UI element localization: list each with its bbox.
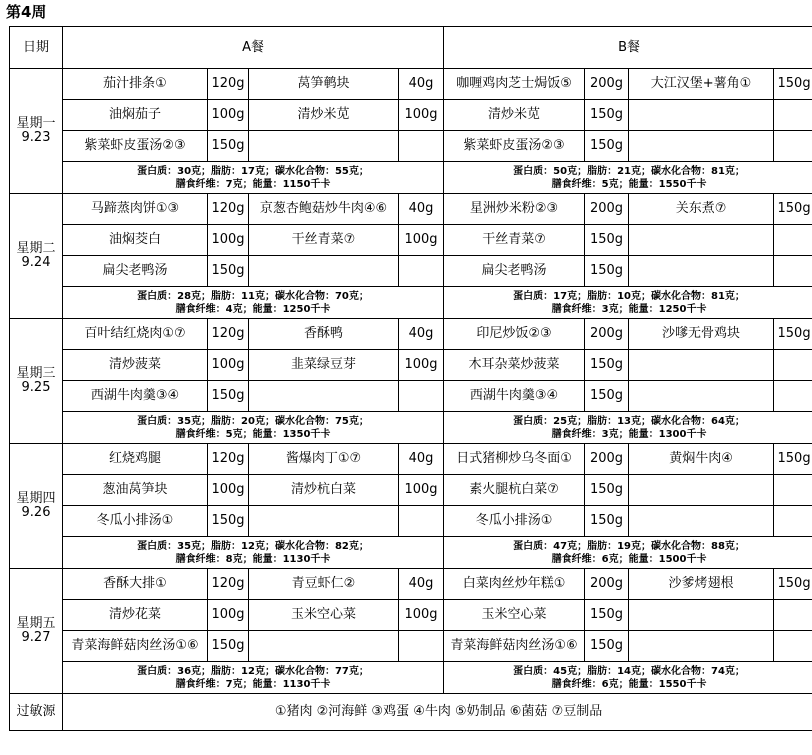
weight-cell [774,350,812,381]
b-nutrition-cell [444,412,812,444]
day-cell [10,319,63,444]
dish-cell: 扁尖老鸭汤 [63,256,208,287]
weight-cell: 100g [208,225,249,256]
dish-cell: 红烧鸡腿 [63,444,208,475]
dish-cell: 马蹄蒸肉饼①③ [63,194,208,225]
dish-cell [629,225,774,256]
weight-cell: 150g [208,256,249,287]
weight-cell: 200g [585,194,629,225]
menu-row [10,319,812,350]
allergen-label: 过敏源 [10,694,63,731]
dish-cell: 关东煮⑦ [629,194,774,225]
dish-cell: 茄汁排条① [63,69,208,100]
weight-cell: 40g [399,69,444,100]
weight-cell [774,100,812,131]
dish-cell: 西湖牛肉羹③④ [63,381,208,412]
weight-cell [399,381,444,412]
allergen-row [10,694,812,731]
menu-row [10,194,812,225]
nutrition-line: 蛋白质：28克；脂肪：11克；碳水化合物：70克； [137,290,369,302]
weight-cell: 150g [774,319,812,350]
menu-row [10,631,812,662]
weight-cell [774,600,812,631]
menu-row [10,381,812,412]
weight-cell: 40g [399,194,444,225]
dish-cell [629,381,774,412]
weight-cell: 100g [399,350,444,381]
nutrition-line: 蛋白质：17克；脂肪：10克；碳水化合物：81克； [513,290,745,302]
weight-cell: 150g [585,475,629,506]
nutrition-line: 蛋白质：25克；脂肪：13克；碳水化合物：64克； [513,415,745,427]
weight-cell: 150g [208,131,249,162]
dish-cell [629,600,774,631]
menu-row [10,475,812,506]
weight-cell: 150g [585,131,629,162]
weight-cell: 150g [208,381,249,412]
dish-cell [629,506,774,537]
day-date: 9.24 [21,255,51,270]
day-cell [10,69,63,194]
weight-cell [774,256,812,287]
weight-cell: 150g [585,100,629,131]
dish-cell: 香酥大排① [63,569,208,600]
menu-row [10,225,812,256]
dish-cell: 印尼炒饭②③ [444,319,585,350]
nutrition-row [10,287,812,319]
weight-cell [774,475,812,506]
b-meal-header: B餐 [444,27,812,69]
weight-cell: 150g [585,600,629,631]
weight-cell: 150g [585,350,629,381]
nutrition-line: 膳食纤维：6克；能量：1550千卡 [551,678,707,690]
date-header: 日期 [10,27,63,69]
nutrition-row [10,662,812,694]
weight-cell: 150g [774,569,812,600]
day-label: 星期三 [16,366,56,381]
weight-cell: 200g [585,569,629,600]
a-nutrition-cell [63,662,444,694]
menu-table [9,26,812,731]
dish-cell [249,131,399,162]
weight-cell: 100g [399,600,444,631]
b-nutrition-cell [444,287,812,319]
weight-cell [774,225,812,256]
weight-cell: 120g [208,69,249,100]
weight-cell: 200g [585,69,629,100]
day-label: 星期四 [16,491,56,506]
menu-row [10,100,812,131]
weight-cell: 150g [208,506,249,537]
weight-cell [399,506,444,537]
nutrition-line: 蛋白质：47克；脂肪：19克；碳水化合物：88克； [513,540,745,552]
a-nutrition-cell [63,287,444,319]
dish-cell: 素火腿杭白菜⑦ [444,475,585,506]
nutrition-line: 膳食纤维：3克；能量：1300千卡 [551,428,707,440]
weight-cell: 150g [585,381,629,412]
nutrition-line: 蛋白质：30克；脂肪：17克；碳水化合物：55克； [137,165,369,177]
dish-cell: 油焖茭白 [63,225,208,256]
weight-cell [774,506,812,537]
nutrition-line: 膳食纤维：5克；能量：1350千卡 [175,428,331,440]
dish-cell: 干丝青菜⑦ [249,225,399,256]
weight-cell: 40g [399,569,444,600]
weight-cell: 150g [585,631,629,662]
b-nutrition-cell [444,537,812,569]
weight-cell: 200g [585,319,629,350]
dish-cell [249,381,399,412]
day-date: 9.27 [21,630,51,645]
menu-row [10,600,812,631]
a-nutrition-cell [63,412,444,444]
allergen-legend: ①猪肉 ②河海鲜 ③鸡蛋 ④牛肉 ⑤奶制品 ⑥菌菇 ⑦豆制品 [63,694,812,731]
day-label: 星期一 [16,116,56,131]
weight-cell: 120g [208,319,249,350]
nutrition-line: 膳食纤维：7克；能量：1150千卡 [175,178,331,190]
a-nutrition-cell [63,162,444,194]
dish-cell: 京葱杏鲍菇炒牛肉④⑥ [249,194,399,225]
dish-cell: 黄焖牛肉④ [629,444,774,475]
weight-cell: 100g [208,600,249,631]
day-date: 9.23 [21,130,51,145]
b-nutrition-cell [444,662,812,694]
dish-cell: 沙爹烤翅根 [629,569,774,600]
dish-cell [249,256,399,287]
nutrition-line: 蛋白质：50克；脂肪：21克；碳水化合物：81克； [513,165,745,177]
menu-row [10,350,812,381]
weight-cell [399,256,444,287]
header-row [10,27,812,69]
dish-cell: 莴笋鹌块 [249,69,399,100]
weight-cell: 150g [585,225,629,256]
a-nutrition-cell [63,537,444,569]
weight-cell: 40g [399,444,444,475]
nutrition-row [10,412,812,444]
dish-cell [249,631,399,662]
nutrition-line: 膳食纤维：4克；能量：1250千卡 [175,303,331,315]
dish-cell: 玉米空心菜 [444,600,585,631]
dish-cell [629,131,774,162]
nutrition-line: 膳食纤维：7克；能量：1130千卡 [175,678,331,690]
dish-cell: 冬瓜小排汤① [63,506,208,537]
nutrition-line: 膳食纤维：6克；能量：1500千卡 [551,553,707,565]
day-label: 星期二 [16,241,56,256]
menu-row [10,569,812,600]
weight-cell: 200g [585,444,629,475]
menu-row [10,506,812,537]
dish-cell [629,350,774,381]
weight-cell: 120g [208,569,249,600]
weight-cell [399,631,444,662]
menu-row [10,444,812,475]
dish-cell: 扁尖老鸭汤 [444,256,585,287]
day-date: 9.25 [21,380,51,395]
dish-cell: 沙嗲无骨鸡块 [629,319,774,350]
dish-cell: 干丝青菜⑦ [444,225,585,256]
day-date: 9.26 [21,505,51,520]
weight-cell: 100g [399,475,444,506]
dish-cell [629,100,774,131]
weight-cell: 100g [208,350,249,381]
dish-cell: 咖喱鸡肉芝士焗饭⑤ [444,69,585,100]
weight-cell: 100g [399,225,444,256]
dish-cell: 日式猪柳炒乌冬面① [444,444,585,475]
nutrition-row [10,537,812,569]
dish-cell: 玉米空心菜 [249,600,399,631]
dish-cell: 香酥鸭 [249,319,399,350]
dish-cell: 清炒米苋 [444,100,585,131]
nutrition-line: 蛋白质：36克；脂肪：12克；碳水化合物：77克； [137,665,369,677]
weight-cell: 120g [208,444,249,475]
dish-cell: 西湖牛肉羹③④ [444,381,585,412]
day-label: 星期五 [16,616,56,631]
dish-cell: 清炒花菜 [63,600,208,631]
weight-cell: 150g [774,69,812,100]
dish-cell: 大江汉堡+薯角① [629,69,774,100]
weight-cell: 150g [585,506,629,537]
weight-cell: 100g [208,100,249,131]
b-nutrition-cell [444,162,812,194]
dish-cell: 青豆虾仁② [249,569,399,600]
dish-cell: 清炒米苋 [249,100,399,131]
dish-cell: 木耳杂菜炒菠菜 [444,350,585,381]
dish-cell: 清炒杭白菜 [249,475,399,506]
dish-cell: 青菜海鲜菇肉丝汤①⑥ [444,631,585,662]
weight-cell: 150g [774,444,812,475]
nutrition-row [10,162,812,194]
dish-cell: 冬瓜小排汤① [444,506,585,537]
dish-cell [629,256,774,287]
day-cell [10,194,63,319]
nutrition-line: 蛋白质：35克；脂肪：20克；碳水化合物：75克； [137,415,369,427]
nutrition-line: 蛋白质：35克；脂肪：12克；碳水化合物：82克； [137,540,369,552]
weight-cell: 120g [208,194,249,225]
dish-cell: 紫菜虾皮蛋汤②③ [63,131,208,162]
dish-cell: 百叶结红烧肉①⑦ [63,319,208,350]
nutrition-line: 膳食纤维：5克；能量：1550千卡 [551,178,707,190]
dish-cell: 韭菜绿豆芽 [249,350,399,381]
weight-cell: 150g [585,256,629,287]
weight-cell [774,381,812,412]
dish-cell: 清炒菠菜 [63,350,208,381]
dish-cell: 紫菜虾皮蛋汤②③ [444,131,585,162]
week-title: 第4周 [6,3,47,21]
dish-cell [249,506,399,537]
weight-cell [774,131,812,162]
dish-cell: 白菜肉丝炒年糕① [444,569,585,600]
dish-cell [629,631,774,662]
weight-cell: 150g [208,631,249,662]
menu-row [10,131,812,162]
weight-cell: 100g [399,100,444,131]
dish-cell: 星洲炒米粉②③ [444,194,585,225]
day-cell [10,444,63,569]
weight-cell: 150g [774,194,812,225]
nutrition-line: 膳食纤维：8克；能量：1130千卡 [175,553,331,565]
menu-row [10,69,812,100]
nutrition-line: 膳食纤维：3克；能量：1250千卡 [551,303,707,315]
weight-cell [399,131,444,162]
dish-cell: 葱油莴笋块 [63,475,208,506]
a-meal-header: A餐 [63,27,444,69]
dish-cell: 青菜海鲜菇肉丝汤①⑥ [63,631,208,662]
day-cell [10,569,63,694]
weight-cell: 100g [208,475,249,506]
dish-cell: 酱爆肉丁①⑦ [249,444,399,475]
menu-row [10,256,812,287]
weight-cell [774,631,812,662]
weight-cell: 40g [399,319,444,350]
dish-cell: 油焖茄子 [63,100,208,131]
dish-cell [629,475,774,506]
nutrition-line: 蛋白质：45克；脂肪：14克；碳水化合物：74克； [513,665,745,677]
